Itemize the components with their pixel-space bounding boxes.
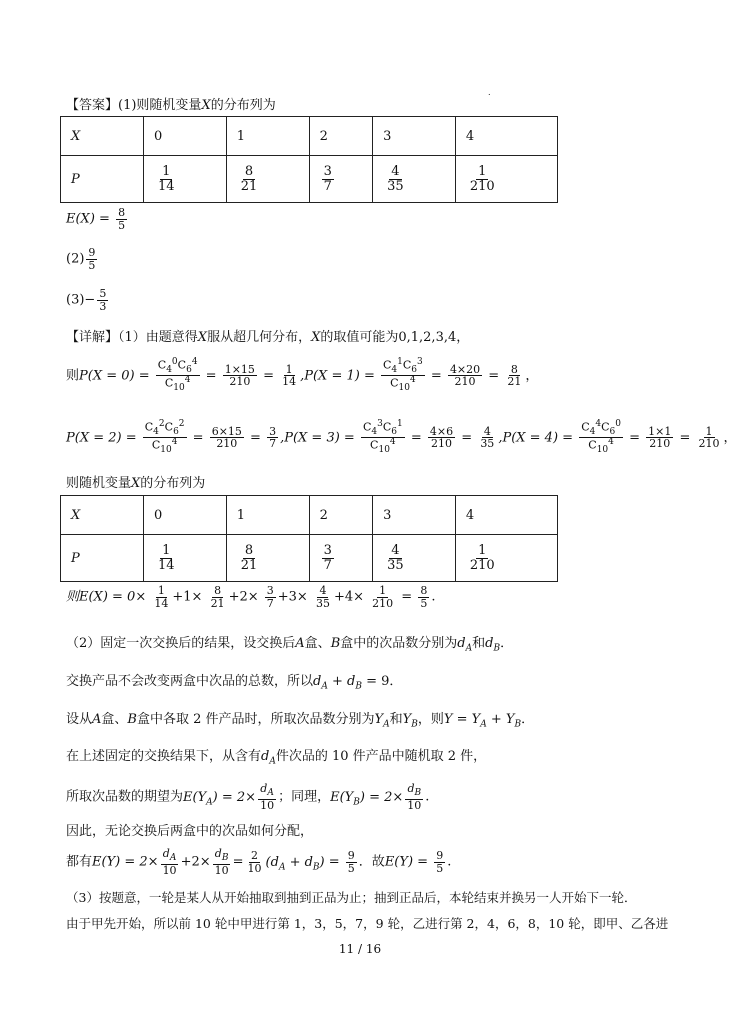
probability-line-2: P(X = 2) = $\frac{C_4^2C_6^2}{C_{10}^4}$ = $\frac{6\times 15}{210}$ = $\frac{3}{7}$ ,P(X = 3) = $\frac{C_4^3C_6^1}{C_{10}^4}$ = $\frac{4\times 6}{210}$ = $\frac{4}{35}$ ,P(X = 4) = $\frac{C_4^4C_6^0}{C_{10}^4}$ = $\frac{1\times 1}{210}$ = $\frac{1}{210}$ ， [66,419,737,456]
table-x-value: 0 [144,496,227,535]
part2-line-3: 设从A盒、B盒中各取 2 件产品时，所取次品数分别为$Y_A$和$Y_B$，则$Y = Y_A + Y_B$． [66,712,535,730]
table-p-value: $\frac{8}{21}$ [226,535,309,582]
var-x: X [201,98,211,113]
part3-line-1: （3）按题意，一轮是某人从开始抽取到抽到正品为止；抽到正品后，本轮结束并换另一人开始下一轮． [66,890,637,905]
part2-line-5: 所取次品数的期望为$E(Y_A) = 2\times$ $\frac{d_A}{10}$ ；同理，$E(Y_B) = 2\times$ $\frac{d_B}{10}$ . [66,782,430,812]
table-p-header: P [61,156,144,203]
stray-dot: . [488,88,491,97]
answer-part1-suffix: 的分布列为 [210,98,276,113]
expectation-answer: E(X) = $\frac{8}{5}$ [66,206,126,232]
part2-line-4: 在上述固定的交换结果下，从含有$d_A$件次品的 10 件产品中随机取 2 件， [66,749,487,767]
part3-answer: (3)− $\frac{5}{3}$ [66,287,107,313]
answer-line [66,94,276,113]
part2-line-1: （2）固定一次交换后的结果，设交换后A盒、B盒中的次品数分别为$d_A$和$d_B$． [66,636,514,654]
table-p-header: P [61,535,144,582]
table-p-value: $\frac{1}{14}$ [144,535,227,582]
page-number: 11 / 16 [338,942,382,956]
table-x-header: X [61,496,144,535]
table-x-value: 2 [309,496,373,535]
part2-line-6: 因此，无论交换后两盒中的次品如何分配， [66,824,314,839]
expectation-full: 则E(X) = 0× $\frac{1}{14}$ +1× $\frac{8}{21}$ +2× $\frac{3}{7}$ +3× $\frac{4}{35}$ +4× $\frac{1}{210}$ = $\frac{8}{5}$ . [66,584,436,610]
table-p-value: $\frac{4}{35}$ [373,156,456,203]
table-p-value: $\frac{1}{14}$ [144,156,227,203]
table-x-value: 1 [226,117,309,156]
table-p-value: $\frac{8}{21}$ [226,156,309,203]
answer-part1-prefix: (1)则随机变量 [118,98,202,113]
distribution-label-2: 则随机变量X的分布列为 [66,476,206,491]
table-x-value: 0 [144,117,227,156]
part2-line-2: 交换产品不会改变两盒中次品的总数，所以$d_A + d_B = 9$． [66,674,403,692]
table-p-value: $\frac{1}{210}$ [455,156,557,203]
distribution-table-2 [60,495,558,582]
part3-line-2: 由于甲先开始，所以前 10 轮中甲进行第 1，3，5，7，9 轮，乙进行第 2，4，6，8，10 轮，即甲、乙各进 [66,916,669,931]
table-p-value: $\frac{3}{7}$ [309,535,373,582]
table-x-value: 3 [373,496,456,535]
table-x-value: 1 [226,496,309,535]
table-p-value: $\frac{4}{35}$ [373,535,456,582]
table-x-value: 3 [373,117,456,156]
part2-line-7: 都有E(Y) = 2× $\frac{d_A}{10}$ +2× $\frac{d_B}{10}$ = $\frac{2}{10}$ $(d_A + d_B)$ = $\frac{9}{5}$ ．故E(Y) = $\frac{9}{5}$ . [66,847,452,877]
detail-line-1: 【详解】（1）由题意得X服从超几何分布，X的取值可能为0,1,2,3,4， [66,330,470,345]
table-x-header: X [61,117,144,156]
table-p-value: $\frac{1}{210}$ [455,535,557,582]
distribution-table-1 [60,116,558,203]
table-x-value: 4 [455,117,557,156]
table-x-value: 4 [455,496,557,535]
answer-label: 【答案】 [66,98,119,113]
probability-line-1: 则P(X = 0) = $\frac{C_4^0C_6^4}{C_{10}^4}$ = $\frac{1\times 15}{210}$ = $\frac{1}{14}$ ,P(X = 1) = $\frac{C_4^1C_6^3}{C_{10}^4}$ = $\frac{4\times 20}{210}$ = $\frac{8}{21}$ ， [66,357,539,394]
table-p-value: $\frac{3}{7}$ [309,156,373,203]
table-x-value: 2 [309,117,373,156]
part2-answer: (2) $\frac{9}{5}$ [66,246,96,272]
